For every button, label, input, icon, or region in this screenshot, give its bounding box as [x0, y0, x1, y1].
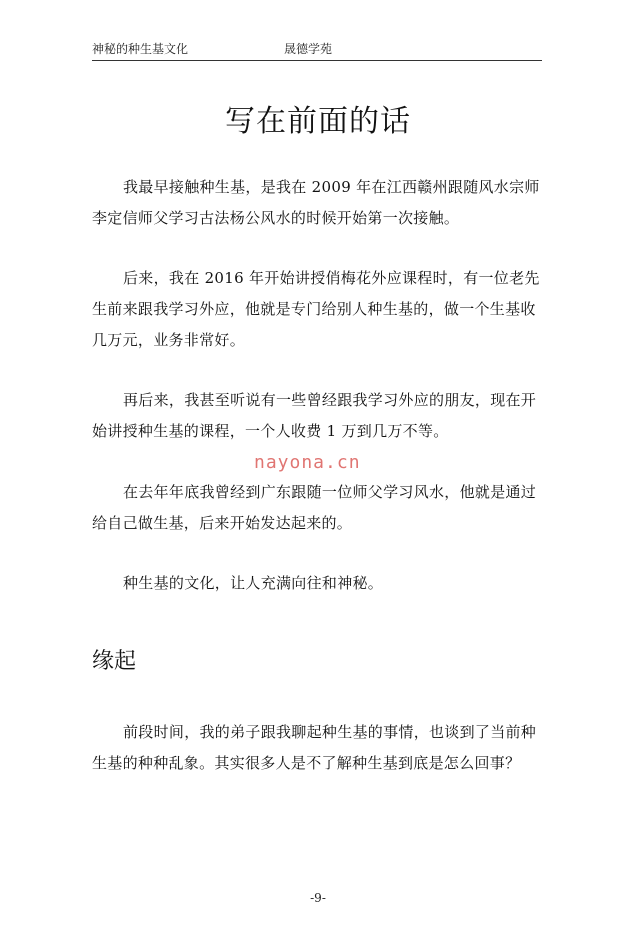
page-number: -9-: [310, 891, 326, 905]
section-paragraph: 前段时间，我的弟子跟我聊起种生基的事情，也谈到了当前种生基的种种乱象。其实很多人是不了解种生基到底是怎么回事？: [92, 723, 537, 772]
paragraph-4: 在去年年底我曾经到广东跟随一位师父学习风水，他就是通过给自己做生基，后来开始发达起来的。: [92, 483, 537, 532]
watermark: nayona.cn: [254, 452, 361, 473]
page-title: 写在前面的话: [225, 104, 411, 139]
page-header: [92, 38, 542, 61]
header-book-title: 神秘的种生基文化: [92, 42, 189, 56]
paragraph-2: 后来，我在 2016 年开始讲授俏梅花外应课程时，有一位老先生前来跟我学习外应，他就是专门给别人种生基的，做一个生基收几万元，业务非常好。: [92, 269, 540, 349]
header-publisher: 晟德学苑: [284, 42, 333, 56]
paragraph-1: 我最早接触种生基，是我在 2009 年在江西赣州跟随风水宗师李定信师父学习古法杨公风水的时候开始第一次接触。: [92, 178, 540, 227]
section-heading: 缘起: [92, 649, 137, 674]
paragraph-5: 种生基的文化，让人充满向往和神秘。: [123, 574, 384, 592]
paragraph-3: 再后来，我甚至听说有一些曾经跟我学习外应的朋友，现在开始讲授种生基的课程，一个人收费 1 万到几万不等。: [92, 391, 537, 440]
